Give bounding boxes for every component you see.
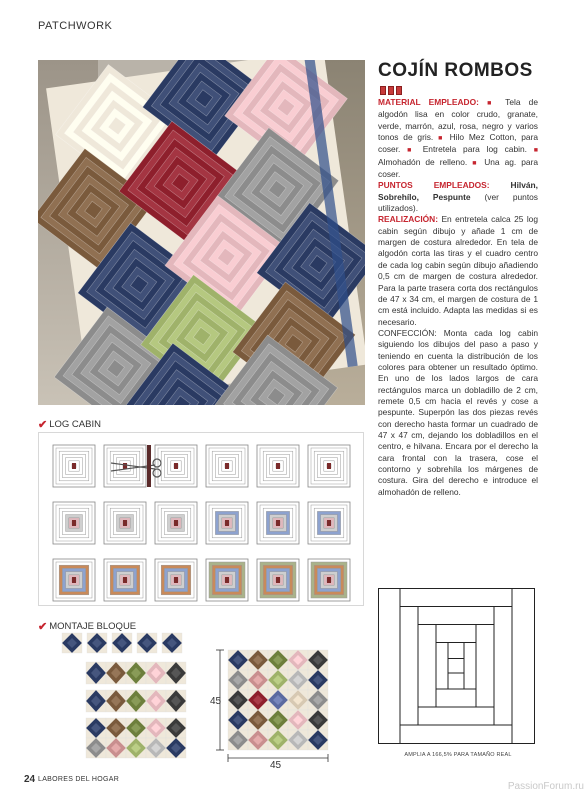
log-cabin-template (378, 588, 535, 744)
stitches-names: Hilván, Sobrehílo, Pespunte (378, 180, 538, 202)
materials-item-1: Tela de algodón lisa en color crudo, granate, verde, marrón, azul, rosa, negro y varios tonos de gris. (378, 97, 538, 143)
strip-two-rows (86, 718, 186, 758)
check-icon: ✔ (38, 419, 48, 431)
section-label: PATCHWORK (38, 20, 113, 32)
montaje-heading: ✔ MONTAJE BLOQUE (38, 621, 137, 633)
realization-heading: REALIZACIÓN: (378, 214, 439, 225)
strip-one-row (86, 662, 186, 684)
check-icon: ✔ (38, 621, 48, 633)
log-cabin-step (308, 445, 350, 487)
log-cabin-step (53, 502, 95, 544)
assembled-block (228, 650, 328, 750)
small-block (87, 633, 107, 653)
difficulty-badge (380, 86, 402, 95)
dimension-vertical: 45 (210, 696, 222, 707)
log-cabin-step (206, 559, 248, 601)
confection-text: CONFECCIÓN: Monta cada log cabin siguiendo los dibujos del paso a paso y teniendo en cuenta la distribución de los colores para obtener un resultado óptimo. En uno de los lados largos de cara rectángulos marca un dobladillo de 2 cm, remete 0,5 cm hacia el revés y cose a pespunte. Superpón las dos piezas revés con derecho hasta formar un cuadrado de 47 x 47 cm, dejando los dobladillos en el centro, e hilvana. Encara por el derecho la cara frontal con la trasera, cose el contorno y sobrehíla los márgenes de costura. Gira del derecho e introduce el almohadón de relleno. (378, 327, 538, 497)
log-cabin-step (104, 559, 146, 601)
log-cabin-step (308, 502, 350, 544)
small-block (162, 633, 182, 653)
cushion-illustration (38, 60, 365, 405)
log-cabin-heading: ✔ LOG CABIN (38, 419, 101, 431)
log-cabin-step (104, 445, 146, 487)
instructions-text: MATERIAL EMPLEADO: ■ Tela de algodón lisa en color crudo, granate, verde, marrón, azul, rosa, negro y varios tonos de gris. ■ Hilo Mez Cotton, para coser. ■ Entretela para log cabin. ■ Almohadón de relleno. ■ Una ag. para coser. PUNTOS EMPLEADOS: Hilván, Sobrehílo, Pespunte (ver puntos utilizados). REALIZACIÓN: En entretela calca 25 log cabin según dibujo y añade 1 cm de margen de costura alrededor. En tela de algodón corta las tiras y el cuadro centro de cada log cabin según dibujo añadiendo 0,5 cm de margen de costura alrededor. Para la parte trasera corta dos rectángulos de 47 x 34 cm, el margen de costura de 1 cm está incluido. Adapta las medidas si es necesario. CONFECCIÓN: Monta cada log cabin siguiendo los dibujos del paso a paso y teniendo en cuenta la distribución de los colores para obtener un resultado óptimo. En uno de los lados largos de cara rectángulos marca un dobladillo de 2 cm, remete 0,5 cm hacia el revés y cose a pespunte. Superpón las dos piezas revés con derecho hasta formar un cuadrado de 47 x 47 cm, dejando los dobladillos en el centro, e hilvana. Encara por el derecho la cara frontal con la trasera, cose el contorno y sobrehíla los márgenes de costura. Gira del derecho e introduce el almohadón de relleno. (378, 97, 539, 497)
template-caption: AMPLIA A 166,5% PARA TAMAÑO REAL (404, 752, 512, 758)
magazine-name: LABORES DEL HOGAR (38, 776, 120, 783)
log-cabin-step (104, 502, 146, 544)
cushion-photo (38, 60, 365, 405)
materials-item-2: Hilo Mez Cotton, para coser. (378, 132, 539, 155)
log-cabin-step (308, 559, 350, 601)
materials-heading: MATERIAL EMPLEADO: (378, 97, 479, 107)
log-cabin-step (53, 445, 95, 487)
watermark: PassionForum.ru (507, 781, 584, 792)
materials-item-3: Entretela para log cabin. (422, 144, 527, 155)
small-block (62, 633, 82, 653)
materials-item-4: Almohadón de relleno. (378, 156, 468, 167)
log-cabin-step (257, 559, 299, 601)
cushion-body (38, 60, 365, 405)
log-cabin-step (155, 559, 197, 601)
article-title: COJÍN ROMBOS (378, 60, 533, 81)
strip-one-row (86, 690, 186, 712)
log-cabin-step (53, 559, 95, 601)
realization-text: En entretela calca 25 log cabin según dibujo y añade 1 cm de margen de costura alrededor. En tela de algodón corta las tiras y el cuadro centro de cada log cabin según dibujo añadiendo 0,5 cm de margen de costura alrededor. Para la parte trasera corta dos rectángulos de 47 x 34 cm, el margen de costura de 1 cm está incluido. Adapta las medidas si es necesario. (378, 214, 538, 327)
log-cabin-diagram (38, 432, 364, 606)
small-block (112, 633, 132, 653)
log-cabin-step (155, 502, 197, 544)
small-block (137, 633, 157, 653)
materials-item-5: Una ag. para coser. (378, 156, 539, 180)
log-cabin-step (257, 445, 299, 487)
log-cabin-step (257, 502, 299, 544)
log-cabin-step (206, 445, 248, 487)
page-number: 24 (24, 774, 36, 785)
dimension-horizontal: 45 (270, 760, 282, 771)
stitches-heading: PUNTOS EMPLEADOS: (378, 180, 490, 191)
log-cabin-steps (39, 433, 365, 607)
stitches-note: (ver puntos utilizados). (378, 191, 538, 214)
log-cabin-step (155, 445, 197, 487)
log-cabin-step (206, 502, 248, 544)
